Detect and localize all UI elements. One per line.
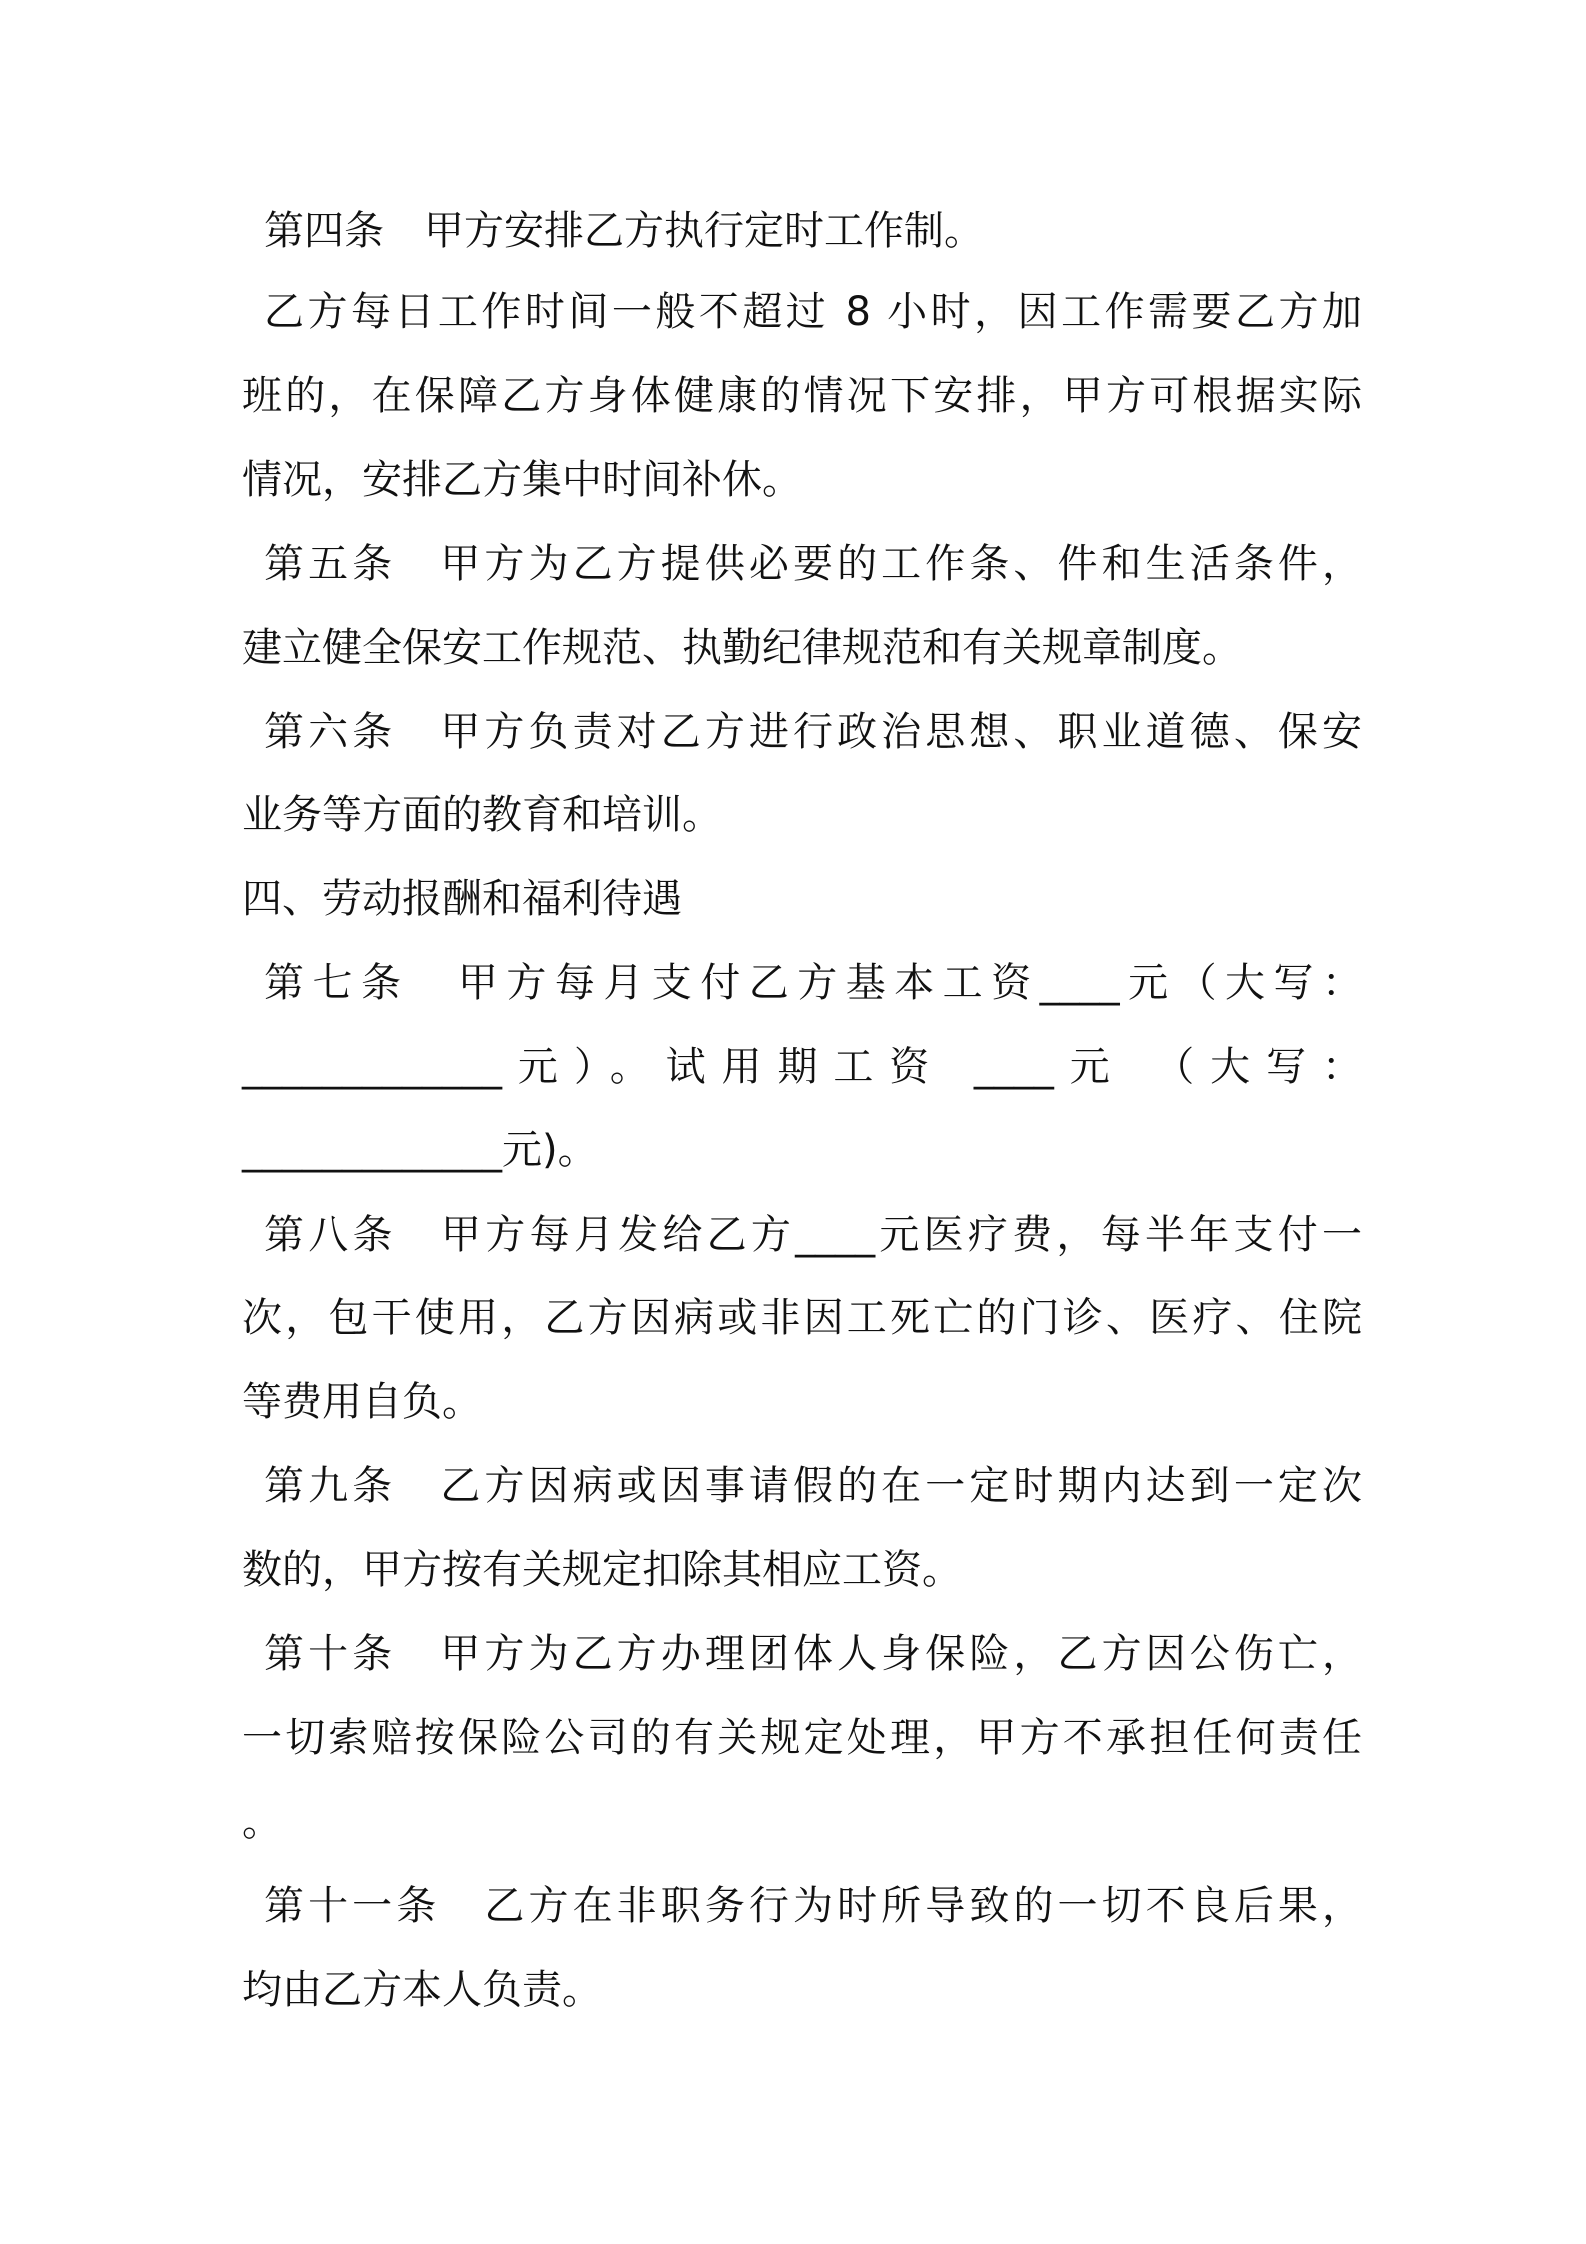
article-9-line-2: 数的，甲方按有关规定扣除其相应工资。	[242, 1547, 962, 1593]
article-10-line-1: 第十条 甲方为乙方办理团体人身保险，乙方因公伤亡，	[264, 1631, 1362, 1677]
article-7-line-3: _____________元)。	[242, 1127, 598, 1173]
article-4-line-1: 第四条 甲方安排乙方执行定时工作制。	[264, 208, 984, 254]
article-4-line-2: 乙方每日工作时间一般不超过 8 小时，因工作需要乙方加	[264, 289, 1362, 335]
article-8-line-2: 次，包干使用，乙方因病或非因工死亡的门诊、医疗、住院	[242, 1295, 1362, 1341]
article-4-line-3: 班的，在保障乙方身体健康的情况下安排，甲方可根据实际	[242, 373, 1362, 419]
article-10-line-2: 一切索赔按保险公司的有关规定处理，甲方不承担任何责任	[242, 1715, 1362, 1761]
article-5-line-1: 第五条 甲方为乙方提供必要的工作条、件和生活条件，	[264, 541, 1362, 587]
article-11-line-1: 第十一条 乙方在非职务行为时所导致的一切不良后果，	[264, 1883, 1362, 1929]
section-heading-labor-pay: 四、劳动报酬和福利待遇	[242, 876, 682, 922]
article-11-line-2: 均由乙方本人负责。	[242, 1967, 602, 2013]
article-8-line-3: 等费用自负。	[242, 1379, 482, 1425]
article-7-line-1: 第七条 甲方每月支付乙方基本工资____元（大写：	[264, 960, 1362, 1006]
article-7-line-2: _____________元）。试用期工资 ____元 （大写：	[242, 1044, 1362, 1090]
article-6-line-2: 业务等方面的教育和培训。	[242, 792, 722, 838]
article-9-line-1: 第九条 乙方因病或因事请假的在一定时期内达到一定次	[264, 1463, 1362, 1509]
article-10-line-3: 。	[242, 1799, 282, 1845]
article-8-line-1: 第八条 甲方每月发给乙方____元医疗费，每半年支付一	[264, 1212, 1362, 1258]
article-6-line-1: 第六条 甲方负责对乙方进行政治思想、职业道德、保安	[264, 709, 1362, 755]
article-5-line-2: 建立健全保安工作规范、执勤纪律规范和有关规章制度。	[242, 625, 1242, 671]
article-4-line-4: 情况，安排乙方集中时间补休。	[242, 457, 802, 503]
